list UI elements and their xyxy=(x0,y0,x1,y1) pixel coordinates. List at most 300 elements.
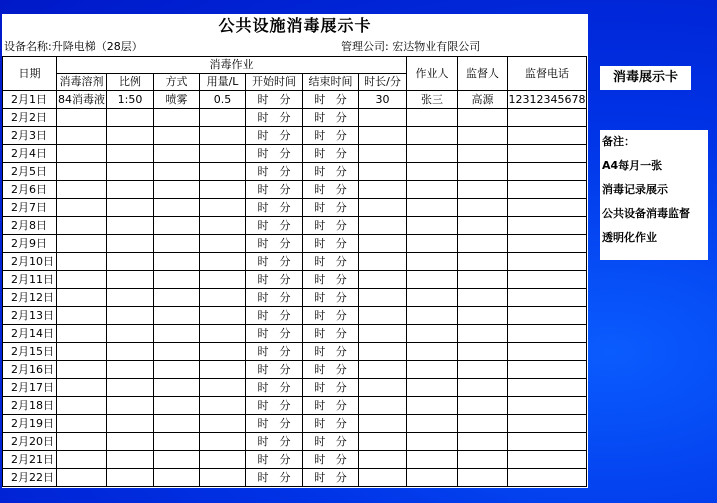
end-time-cell xyxy=(303,91,359,109)
supervisor-cell xyxy=(458,217,508,235)
table-row xyxy=(3,433,587,451)
hour-label: 时 xyxy=(314,363,326,376)
display-card-sheet xyxy=(2,14,588,488)
hour-label: 时 xyxy=(257,381,269,394)
hour-label: 时 xyxy=(314,183,326,196)
hour-label: 时 xyxy=(257,327,269,340)
operator-cell xyxy=(407,181,458,199)
end-time-cell xyxy=(303,181,359,199)
duration-cell xyxy=(359,343,407,361)
date-cell: 2月19日 xyxy=(3,415,57,433)
dosage-cell xyxy=(200,199,246,217)
minute-label: 分 xyxy=(279,147,291,160)
end-time-cell xyxy=(303,415,359,433)
hour-label: 时 xyxy=(314,255,326,268)
note-line: 公共设备消毒监督 xyxy=(602,207,690,220)
minute-label: 分 xyxy=(279,165,291,178)
ratio-cell xyxy=(107,343,154,361)
date-cell: 2月2日 xyxy=(3,109,57,127)
supervisor-cell xyxy=(458,235,508,253)
start-time-cell xyxy=(246,145,303,163)
table-row xyxy=(3,199,587,217)
minute-label: 分 xyxy=(335,165,347,178)
supervisor-cell xyxy=(458,127,508,145)
minute-label: 分 xyxy=(279,471,291,484)
minute-label: 分 xyxy=(279,435,291,448)
supervisor-cell xyxy=(458,415,508,433)
disinfectant-cell xyxy=(57,397,107,415)
supervisor-cell xyxy=(458,451,508,469)
supervisor-cell xyxy=(458,433,508,451)
minute-label: 分 xyxy=(335,129,347,142)
minute-label: 分 xyxy=(279,255,291,268)
supervisor-cell: 高源 xyxy=(458,91,508,109)
duration-cell xyxy=(359,451,407,469)
date-cell: 2月17日 xyxy=(3,379,57,397)
hour-label: 时 xyxy=(314,435,326,448)
table-row xyxy=(3,379,587,397)
method-cell xyxy=(154,379,200,397)
start-time-cell xyxy=(246,199,303,217)
disinfectant-cell: 84消毒液 xyxy=(57,91,107,109)
operator-cell xyxy=(407,253,458,271)
ratio-cell xyxy=(107,379,154,397)
start-time-cell xyxy=(246,127,303,145)
supervisor-cell xyxy=(458,379,508,397)
minute-label: 分 xyxy=(335,147,347,160)
supervisor-cell xyxy=(458,181,508,199)
phone-cell xyxy=(508,145,587,163)
header-supervisor: 监督人 xyxy=(458,57,508,91)
date-cell: 2月7日 xyxy=(3,199,57,217)
supervisor-cell xyxy=(458,199,508,217)
start-time-cell xyxy=(246,361,303,379)
end-time-cell xyxy=(303,451,359,469)
ratio-cell xyxy=(107,307,154,325)
method-cell xyxy=(154,307,200,325)
date-cell: 2月18日 xyxy=(3,397,57,415)
start-time-cell xyxy=(246,307,303,325)
minute-label: 分 xyxy=(279,219,291,232)
management-company: 管理公司: 宏达物业有限公司 xyxy=(341,40,481,53)
ratio-cell xyxy=(107,325,154,343)
table-row xyxy=(3,307,587,325)
minute-label: 分 xyxy=(335,417,347,430)
minute-label: 分 xyxy=(279,111,291,124)
card-title: 公共设施消毒展示卡 xyxy=(218,16,372,35)
phone-cell: 12312345678 xyxy=(508,91,587,109)
end-time-cell xyxy=(303,127,359,145)
disinfectant-cell xyxy=(57,325,107,343)
hour-label: 时 xyxy=(257,399,269,412)
hour-label: 时 xyxy=(257,93,269,106)
disinfectant-cell xyxy=(57,379,107,397)
ratio-cell xyxy=(107,469,154,487)
disinfectant-cell xyxy=(57,235,107,253)
hour-label: 时 xyxy=(314,93,326,106)
minute-label: 分 xyxy=(335,183,347,196)
supervisor-cell xyxy=(458,307,508,325)
ratio-cell xyxy=(107,181,154,199)
header-operator: 作业人 xyxy=(407,57,458,91)
method-cell xyxy=(154,109,200,127)
operator-cell xyxy=(407,235,458,253)
table-row xyxy=(3,91,587,109)
phone-cell xyxy=(508,289,587,307)
ratio-cell xyxy=(107,271,154,289)
start-time-cell xyxy=(246,415,303,433)
duration-cell xyxy=(359,127,407,145)
minute-label: 分 xyxy=(335,399,347,412)
ratio-cell xyxy=(107,289,154,307)
operator-cell xyxy=(407,217,458,235)
end-time-cell xyxy=(303,217,359,235)
phone-cell xyxy=(508,253,587,271)
hour-label: 时 xyxy=(257,111,269,124)
disinfectant-cell xyxy=(57,307,107,325)
duration-cell xyxy=(359,109,407,127)
method-cell xyxy=(154,343,200,361)
disinfectant-cell xyxy=(57,181,107,199)
operator-cell xyxy=(407,451,458,469)
ratio-cell xyxy=(107,415,154,433)
end-time-cell xyxy=(303,361,359,379)
minute-label: 分 xyxy=(335,93,347,106)
date-cell: 2月9日 xyxy=(3,235,57,253)
minute-label: 分 xyxy=(335,255,347,268)
phone-cell xyxy=(508,199,587,217)
ratio-cell xyxy=(107,253,154,271)
notes-panel xyxy=(600,130,708,260)
operator-cell xyxy=(407,145,458,163)
hour-label: 时 xyxy=(257,201,269,214)
date-cell: 2月4日 xyxy=(3,145,57,163)
duration-cell xyxy=(359,361,407,379)
minute-label: 分 xyxy=(335,453,347,466)
end-time-cell xyxy=(303,145,359,163)
dosage-cell xyxy=(200,415,246,433)
date-cell: 2月22日 xyxy=(3,469,57,487)
phone-cell xyxy=(508,469,587,487)
dosage-cell xyxy=(200,361,246,379)
ratio-cell xyxy=(107,109,154,127)
start-time-cell xyxy=(246,451,303,469)
disinfectant-cell xyxy=(57,289,107,307)
phone-cell xyxy=(508,433,587,451)
table-row xyxy=(3,253,587,271)
dosage-cell xyxy=(200,379,246,397)
duration-cell xyxy=(359,217,407,235)
dosage-cell xyxy=(200,469,246,487)
operator-cell xyxy=(407,361,458,379)
header-disinfection-group: 消毒作业 xyxy=(57,57,407,74)
hour-label: 时 xyxy=(257,363,269,376)
supervisor-cell xyxy=(458,469,508,487)
phone-cell xyxy=(508,343,587,361)
hour-label: 时 xyxy=(257,237,269,250)
supervisor-cell xyxy=(458,163,508,181)
hour-label: 时 xyxy=(314,327,326,340)
table-row xyxy=(3,217,587,235)
minute-label: 分 xyxy=(279,183,291,196)
date-cell: 2月8日 xyxy=(3,217,57,235)
header-duration: 时长/分 xyxy=(359,74,407,91)
supervisor-cell xyxy=(458,271,508,289)
end-time-cell xyxy=(303,343,359,361)
supervisor-cell xyxy=(458,253,508,271)
disinfectant-cell xyxy=(57,199,107,217)
end-time-cell xyxy=(303,253,359,271)
start-time-cell xyxy=(246,109,303,127)
minute-label: 分 xyxy=(335,363,347,376)
end-time-cell xyxy=(303,307,359,325)
start-time-cell xyxy=(246,469,303,487)
table-row xyxy=(3,109,587,127)
end-time-cell xyxy=(303,325,359,343)
duration-cell xyxy=(359,415,407,433)
phone-cell xyxy=(508,307,587,325)
dosage-cell xyxy=(200,181,246,199)
method-cell xyxy=(154,397,200,415)
phone-cell xyxy=(508,379,587,397)
duration-cell xyxy=(359,289,407,307)
operator-cell xyxy=(407,469,458,487)
method-cell xyxy=(154,433,200,451)
method-cell xyxy=(154,199,200,217)
date-cell: 2月11日 xyxy=(3,271,57,289)
header-phone: 监督电话 xyxy=(508,57,587,91)
end-time-cell xyxy=(303,289,359,307)
method-cell xyxy=(154,163,200,181)
method-cell xyxy=(154,145,200,163)
header-ratio: 比例 xyxy=(107,74,154,91)
minute-label: 分 xyxy=(335,381,347,394)
method-cell xyxy=(154,289,200,307)
table-row xyxy=(3,325,587,343)
hour-label: 时 xyxy=(314,219,326,232)
hour-label: 时 xyxy=(314,147,326,160)
minute-label: 分 xyxy=(335,345,347,358)
method-cell xyxy=(154,217,200,235)
operator-cell xyxy=(407,127,458,145)
dosage-cell xyxy=(200,235,246,253)
hour-label: 时 xyxy=(314,291,326,304)
start-time-cell xyxy=(246,397,303,415)
end-time-cell xyxy=(303,199,359,217)
phone-cell xyxy=(508,181,587,199)
start-time-cell xyxy=(246,433,303,451)
operator-cell xyxy=(407,325,458,343)
hour-label: 时 xyxy=(314,381,326,394)
hour-label: 时 xyxy=(314,237,326,250)
phone-cell xyxy=(508,217,587,235)
ratio-cell xyxy=(107,199,154,217)
date-cell: 2月13日 xyxy=(3,307,57,325)
side-label: 消毒展示卡 xyxy=(600,66,691,90)
duration-cell xyxy=(359,271,407,289)
date-cell: 2月15日 xyxy=(3,343,57,361)
hour-label: 时 xyxy=(257,435,269,448)
duration-cell xyxy=(359,163,407,181)
supervisor-cell xyxy=(458,109,508,127)
duration-cell xyxy=(359,433,407,451)
method-cell xyxy=(154,271,200,289)
ratio-cell xyxy=(107,451,154,469)
start-time-cell xyxy=(246,379,303,397)
hour-label: 时 xyxy=(257,255,269,268)
disinfectant-cell xyxy=(57,145,107,163)
table-row xyxy=(3,361,587,379)
date-cell: 2月5日 xyxy=(3,163,57,181)
date-cell: 2月14日 xyxy=(3,325,57,343)
table-row xyxy=(3,397,587,415)
ratio-cell xyxy=(107,127,154,145)
phone-cell xyxy=(508,271,587,289)
table-row xyxy=(3,163,587,181)
start-time-cell xyxy=(246,325,303,343)
note-line: 消毒记录展示 xyxy=(602,183,668,196)
hour-label: 时 xyxy=(257,345,269,358)
date-cell: 2月21日 xyxy=(3,451,57,469)
dosage-cell: 0.5 xyxy=(200,91,246,109)
phone-cell xyxy=(508,325,587,343)
end-time-cell xyxy=(303,271,359,289)
method-cell xyxy=(154,469,200,487)
minute-label: 分 xyxy=(335,273,347,286)
table-row xyxy=(3,181,587,199)
method-cell xyxy=(154,235,200,253)
supervisor-cell xyxy=(458,289,508,307)
table-row xyxy=(3,451,587,469)
minute-label: 分 xyxy=(335,291,347,304)
table-row xyxy=(3,415,587,433)
disinfectant-cell xyxy=(57,163,107,181)
operator-cell xyxy=(407,433,458,451)
hour-label: 时 xyxy=(257,291,269,304)
start-time-cell xyxy=(246,343,303,361)
end-time-cell xyxy=(303,109,359,127)
hour-label: 时 xyxy=(257,183,269,196)
minute-label: 分 xyxy=(279,129,291,142)
ratio-cell xyxy=(107,145,154,163)
minute-label: 分 xyxy=(335,309,347,322)
method-cell xyxy=(154,127,200,145)
meta-row xyxy=(2,38,588,56)
minute-label: 分 xyxy=(279,345,291,358)
end-time-cell xyxy=(303,397,359,415)
equipment-name: 设备名称:升降电梯（28层） xyxy=(4,40,143,53)
minute-label: 分 xyxy=(279,381,291,394)
table-row xyxy=(3,145,587,163)
hour-label: 时 xyxy=(257,219,269,232)
operator-cell xyxy=(407,379,458,397)
minute-label: 分 xyxy=(279,363,291,376)
end-time-cell xyxy=(303,163,359,181)
disinfectant-cell xyxy=(57,433,107,451)
operator-cell xyxy=(407,343,458,361)
end-time-cell xyxy=(303,379,359,397)
start-time-cell xyxy=(246,181,303,199)
method-cell xyxy=(154,451,200,469)
start-time-cell xyxy=(246,289,303,307)
table-row xyxy=(3,289,587,307)
ratio-cell xyxy=(107,163,154,181)
start-time-cell xyxy=(246,271,303,289)
dosage-cell xyxy=(200,433,246,451)
hour-label: 时 xyxy=(314,273,326,286)
minute-label: 分 xyxy=(335,471,347,484)
hour-label: 时 xyxy=(314,453,326,466)
date-cell: 2月1日 xyxy=(3,91,57,109)
start-time-cell xyxy=(246,235,303,253)
method-cell xyxy=(154,361,200,379)
operator-cell xyxy=(407,109,458,127)
phone-cell xyxy=(508,109,587,127)
minute-label: 分 xyxy=(335,327,347,340)
dosage-cell xyxy=(200,307,246,325)
ratio-cell xyxy=(107,235,154,253)
table-body xyxy=(3,91,587,487)
disinfectant-cell xyxy=(57,109,107,127)
minute-label: 分 xyxy=(279,453,291,466)
ratio-cell xyxy=(107,217,154,235)
disinfectant-cell xyxy=(57,271,107,289)
dosage-cell xyxy=(200,145,246,163)
hour-label: 时 xyxy=(257,273,269,286)
method-cell: 喷雾 xyxy=(154,91,200,109)
start-time-cell xyxy=(246,217,303,235)
dosage-cell xyxy=(200,217,246,235)
date-cell: 2月16日 xyxy=(3,361,57,379)
dosage-cell xyxy=(200,109,246,127)
end-time-cell xyxy=(303,433,359,451)
operator-cell xyxy=(407,199,458,217)
phone-cell xyxy=(508,163,587,181)
phone-cell xyxy=(508,235,587,253)
dosage-cell xyxy=(200,163,246,181)
disinfection-table xyxy=(2,56,587,487)
end-time-cell xyxy=(303,469,359,487)
minute-label: 分 xyxy=(279,417,291,430)
hour-label: 时 xyxy=(314,111,326,124)
supervisor-cell xyxy=(458,361,508,379)
minute-label: 分 xyxy=(335,111,347,124)
duration-cell xyxy=(359,145,407,163)
phone-cell xyxy=(508,451,587,469)
duration-cell xyxy=(359,379,407,397)
operator-cell xyxy=(407,163,458,181)
duration-cell xyxy=(359,199,407,217)
minute-label: 分 xyxy=(279,309,291,322)
dosage-cell xyxy=(200,127,246,145)
duration-cell xyxy=(359,235,407,253)
dosage-cell xyxy=(200,451,246,469)
header-method: 方式 xyxy=(154,74,200,91)
supervisor-cell xyxy=(458,343,508,361)
date-cell: 2月6日 xyxy=(3,181,57,199)
hour-label: 时 xyxy=(257,453,269,466)
minute-label: 分 xyxy=(279,93,291,106)
minute-label: 分 xyxy=(335,219,347,232)
start-time-cell xyxy=(246,163,303,181)
notes-heading: 备注： xyxy=(602,135,635,148)
hour-label: 时 xyxy=(314,345,326,358)
duration-cell xyxy=(359,469,407,487)
minute-label: 分 xyxy=(279,273,291,286)
start-time-cell xyxy=(246,91,303,109)
supervisor-cell xyxy=(458,325,508,343)
phone-cell xyxy=(508,415,587,433)
